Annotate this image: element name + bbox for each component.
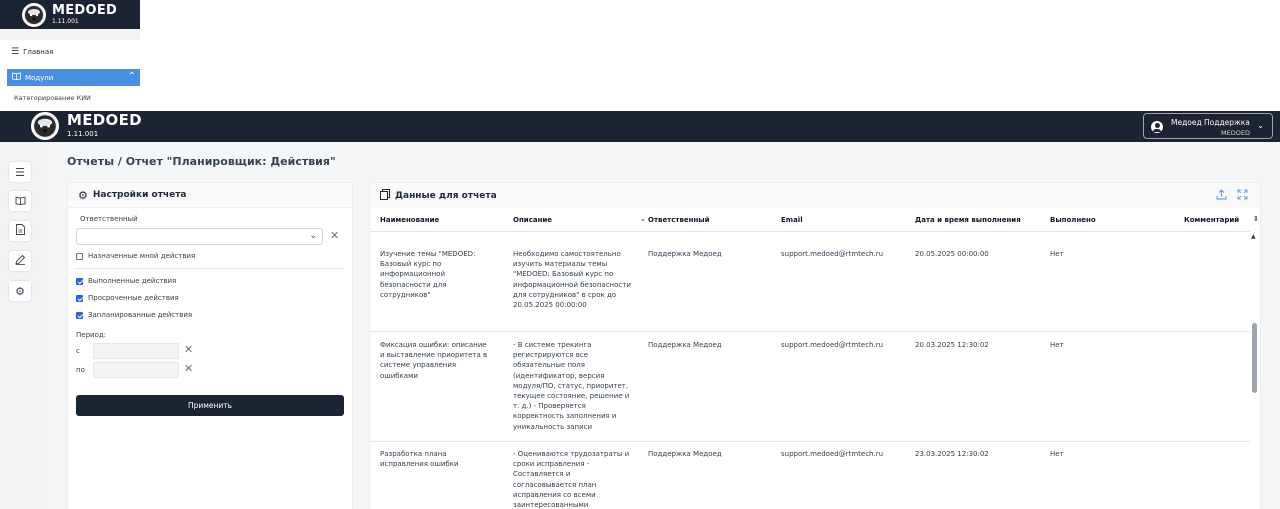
breadcrumb: Отчеты / Отчет "Планировщик: Действия" bbox=[67, 155, 336, 168]
export-icon[interactable] bbox=[1216, 189, 1227, 203]
period-to-label: по bbox=[76, 366, 85, 374]
checkbox-box-checked bbox=[76, 295, 83, 302]
scroll-up-icon[interactable]: ▲ bbox=[1251, 233, 1256, 240]
side-rail bbox=[0, 142, 42, 509]
overlay-header bbox=[0, 0, 140, 29]
checkbox-box-checked bbox=[76, 312, 83, 319]
header-logo[interactable] bbox=[31, 112, 59, 140]
scrollbar-thumb[interactable] bbox=[1252, 323, 1257, 393]
col-comment[interactable]: Комментарий bbox=[1184, 216, 1240, 224]
checkbox-box-checked bbox=[76, 278, 83, 285]
responsible-label: Ответственный bbox=[80, 215, 138, 223]
planned-label: Запланированные действия bbox=[88, 311, 193, 319]
nav-item-home[interactable] bbox=[0, 43, 140, 61]
overlay-brand-version: 1.11.001 bbox=[52, 18, 79, 25]
logo-icon bbox=[31, 112, 59, 140]
cell-name: Фиксация ошибки: описание и выставление приоритета в системе управления ошибками bbox=[380, 341, 488, 380]
data-panel-actions bbox=[1216, 189, 1248, 203]
logo-icon bbox=[22, 3, 46, 27]
rail-documents-button[interactable] bbox=[9, 221, 31, 241]
cell-email: support.medoed@rtmtech.ru bbox=[781, 450, 884, 458]
user-menu-button[interactable] bbox=[1143, 113, 1273, 139]
planned-checkbox[interactable] bbox=[76, 311, 192, 319]
chevron-down-icon: ⌄ bbox=[1257, 121, 1264, 130]
clear-from-icon[interactable]: ✕ bbox=[184, 343, 194, 356]
chevron-up-icon: ⌃ bbox=[127, 71, 136, 82]
completed-checkbox[interactable] bbox=[76, 277, 176, 285]
table-row[interactable] bbox=[370, 233, 1250, 332]
cell-name: Изучение темы "MEDOED: Базовый курс по информационной безопасности для сотрудников" bbox=[380, 250, 476, 299]
col-datetime[interactable]: Дата и время выполнения bbox=[915, 216, 1021, 224]
overlay-brand bbox=[52, 4, 117, 25]
edit-icon bbox=[15, 254, 26, 268]
assigned-by-me-checkbox[interactable] bbox=[76, 252, 195, 260]
clear-to-icon[interactable]: ✕ bbox=[184, 362, 194, 375]
user-role: MEDOED bbox=[1221, 129, 1250, 137]
cell-done: Нет bbox=[1050, 250, 1064, 258]
col-email[interactable]: Email bbox=[781, 216, 803, 224]
cell-responsible: Поддержка Медоед bbox=[648, 450, 722, 458]
rail-settings-button[interactable] bbox=[9, 281, 31, 301]
rail-home-button[interactable] bbox=[9, 162, 31, 182]
table-row[interactable] bbox=[370, 332, 1250, 442]
data-panel-header bbox=[370, 183, 1260, 208]
clear-responsible-icon[interactable]: ✕ bbox=[330, 229, 340, 242]
list-icon: ☰ bbox=[11, 47, 20, 57]
cell-datetime: 20.05.2025 00:00:00 bbox=[915, 250, 989, 258]
cell-responsible: Поддержка Медоед bbox=[648, 341, 722, 349]
rail-modules-button[interactable] bbox=[9, 191, 31, 211]
table-header bbox=[370, 208, 1259, 232]
user-name: Медоед Поддержка bbox=[1171, 118, 1250, 127]
col-done[interactable]: Выполнено bbox=[1050, 216, 1096, 224]
overlay-band bbox=[0, 29, 140, 40]
main-content bbox=[42, 142, 1280, 509]
nav-overlay bbox=[0, 0, 140, 110]
col-description[interactable]: Описание bbox=[513, 216, 553, 224]
document-icon bbox=[16, 224, 25, 238]
list-icon: ☰ bbox=[15, 165, 25, 179]
cell-name: Разработка плана исправления ошибки bbox=[380, 450, 459, 469]
table-scrollbar[interactable] bbox=[1250, 208, 1260, 509]
settings-panel-title: Настройки отчета bbox=[92, 190, 187, 200]
nav-subitem-kii[interactable]: Категорирование КИИ bbox=[14, 94, 91, 102]
settings-panel-header bbox=[68, 183, 352, 208]
period-label: Период: bbox=[76, 331, 107, 339]
table-row[interactable] bbox=[370, 442, 1250, 509]
sort-down-icon[interactable]: ⌄ bbox=[640, 215, 646, 223]
cell-datetime: 23.03.2025 12:30:02 bbox=[915, 450, 989, 458]
user-avatar-icon bbox=[1151, 121, 1163, 133]
gear-icon: ⚙ bbox=[78, 188, 88, 202]
checkbox-box bbox=[76, 253, 83, 260]
cell-email: support.medoed@rtmtech.ru bbox=[781, 341, 884, 349]
divider bbox=[76, 268, 344, 269]
cell-email: support.medoed@rtmtech.ru bbox=[781, 250, 884, 258]
fullscreen-icon[interactable] bbox=[1237, 189, 1248, 203]
period-to-input[interactable] bbox=[93, 362, 179, 378]
cell-description: - В системе трекинга регистрируются все обязательные поля (идентификатор, версия модуля/ПО, статус, приоритет, текущее состояние, решение и т. д.) - Проверяется корректность заполнения и уникальность записи bbox=[513, 341, 630, 431]
cell-description: Необходимо самостоятельно изучить материалы темы "MEDOED: Базовый курс по информационной безопасности для сотрудников" в срок до 20.05.2025 00:00:00 bbox=[513, 250, 631, 310]
document-copy-icon bbox=[380, 189, 390, 203]
report-data-panel bbox=[369, 182, 1261, 509]
book-icon bbox=[15, 195, 26, 208]
nav-item-modules[interactable] bbox=[7, 69, 140, 86]
completed-label: Выполненные действия bbox=[88, 277, 177, 285]
period-from-label: с bbox=[76, 347, 80, 355]
chevron-down-icon: ⌄ bbox=[309, 231, 317, 241]
sort-icon[interactable]: ⇕ bbox=[1253, 215, 1259, 223]
responsible-select[interactable] bbox=[76, 228, 323, 245]
cell-done: Нет bbox=[1050, 341, 1064, 349]
col-responsible[interactable]: Ответственный bbox=[648, 216, 710, 224]
overdue-checkbox[interactable] bbox=[76, 294, 179, 302]
nav-item-modules-label: Модули bbox=[25, 73, 54, 82]
cell-description: - Оцениваются трудозатраты и сроки исправления - Составляется и согласовывается план исправления со всеми заинтересованными bbox=[513, 450, 630, 509]
data-panel-title: Данные для отчета bbox=[395, 190, 497, 201]
report-settings-panel bbox=[67, 182, 353, 509]
overdue-label: Просроченные действия bbox=[88, 294, 179, 302]
overlay-brand-title: MEDOED bbox=[52, 3, 118, 18]
header-brand-title: MEDOED bbox=[67, 111, 142, 129]
cell-done: Нет bbox=[1050, 450, 1064, 458]
cell-datetime: 20.03.2025 12:30:02 bbox=[915, 341, 989, 349]
apply-button[interactable]: Применить bbox=[76, 395, 344, 416]
settings-icon: ⚙ bbox=[15, 284, 25, 298]
header-brand bbox=[67, 113, 142, 138]
app-header bbox=[0, 111, 1280, 142]
cell-responsible: Поддержка Медоед bbox=[648, 250, 722, 258]
rail-edit-button[interactable] bbox=[9, 251, 31, 271]
period-from-input[interactable] bbox=[93, 343, 179, 359]
assigned-by-me-label: Назначенные мной действия bbox=[88, 252, 196, 260]
col-name[interactable]: Наименование bbox=[380, 216, 440, 224]
nav-item-home-label: Главная bbox=[23, 48, 54, 56]
header-brand-version: 1.11.001 bbox=[67, 130, 99, 138]
book-icon bbox=[12, 72, 21, 83]
